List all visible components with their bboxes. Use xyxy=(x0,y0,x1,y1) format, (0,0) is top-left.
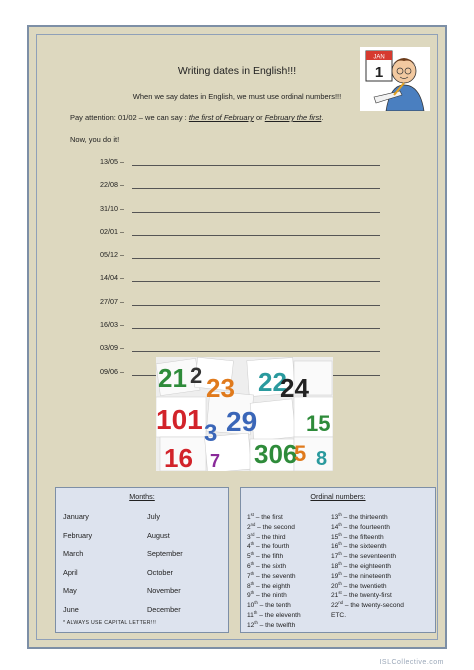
ordinal-item: 13th – the thirteenth xyxy=(331,512,388,521)
date-label: 22/08 – xyxy=(100,180,124,190)
ordinal-numbers-title: Ordinal numbers: xyxy=(310,492,366,501)
date-label: 31/10 – xyxy=(100,203,124,213)
months-column-2 xyxy=(147,512,183,624)
ordinal-item: 8th – the eighth xyxy=(247,580,291,590)
answer-line[interactable] xyxy=(132,180,380,189)
calendar-number: 306 xyxy=(254,439,298,469)
ordinal-numbers-box xyxy=(240,487,436,633)
answer-line[interactable] xyxy=(132,250,380,259)
calendar-number: 16 xyxy=(164,443,193,471)
month-item: July xyxy=(147,512,160,521)
attention-prefix: Pay attention: 01/02 – we can say : xyxy=(70,113,189,122)
month-item: December xyxy=(147,604,181,614)
attention-text xyxy=(70,113,323,122)
ordinal-item: 12th – the twelfth xyxy=(247,619,296,629)
ordinal-item: 17th – the seventeenth xyxy=(331,551,397,561)
ordinal-column-1 xyxy=(247,512,301,630)
ordinal-item: 22nd – the twenty-second xyxy=(331,600,404,610)
month-item: February xyxy=(63,530,93,540)
months-box xyxy=(55,487,229,633)
date-row xyxy=(100,297,380,320)
ordinal-item: ETC. xyxy=(331,611,347,619)
calendar-pages-photo xyxy=(156,357,333,471)
date-label: 14/04 – xyxy=(100,273,124,283)
ordinal-column-2 xyxy=(331,512,404,620)
ordinal-item: 20th – the twentieth xyxy=(331,580,387,590)
date-label: 27/07 – xyxy=(100,296,124,306)
date-label: 16/03 – xyxy=(100,320,124,330)
month-item: November xyxy=(147,586,181,596)
calendar-month-text: JAN xyxy=(373,54,385,61)
answer-line[interactable] xyxy=(132,157,380,166)
month-item: April xyxy=(63,567,78,577)
attention-suffix: . xyxy=(321,113,324,122)
month-item: June xyxy=(63,604,79,614)
month-item: September xyxy=(147,549,183,559)
date-exercise-list xyxy=(100,157,380,390)
capital-letter-note: * ALWAYS USE CAPITAL LETTER!!! xyxy=(63,620,157,626)
date-row xyxy=(100,180,380,203)
ordinal-item: 2nd – the second xyxy=(247,521,295,531)
date-row xyxy=(100,273,380,296)
months-column-1 xyxy=(63,512,92,624)
ordinal-item: 16th – the sixteenth xyxy=(331,541,387,551)
ordinal-item: 10th – the tenth xyxy=(247,600,291,610)
date-row xyxy=(100,204,380,227)
answer-line[interactable] xyxy=(132,204,380,213)
calendar-number: 8 xyxy=(316,448,328,470)
answer-line[interactable] xyxy=(132,273,380,282)
calendar-number: 29 xyxy=(226,406,258,437)
teacher-face-icon xyxy=(392,59,416,83)
calendar-number: 7 xyxy=(210,451,221,471)
date-row xyxy=(100,157,380,180)
ordinal-item: 21st – the twenty-first xyxy=(331,590,392,600)
calendar-number: 2 xyxy=(190,363,203,388)
watermark: ISLCollective.com xyxy=(379,659,444,666)
calendar-number: 22 xyxy=(258,367,287,397)
ordinal-item: 19th – the nineteenth xyxy=(331,570,391,580)
date-label: 09/06 – xyxy=(100,366,124,376)
date-label: 03/09 – xyxy=(100,343,124,353)
months-title: Months: xyxy=(129,492,155,501)
calendar-number: 3 xyxy=(204,420,218,447)
date-label: 02/01 – xyxy=(100,226,124,236)
month-item: January xyxy=(63,512,89,521)
ordinal-item: 9th – the ninth xyxy=(247,590,287,600)
worksheet-frame xyxy=(27,25,447,649)
attention-or: or xyxy=(253,113,265,122)
date-row xyxy=(100,320,380,343)
calendar-number: 21 xyxy=(158,363,187,393)
month-item: March xyxy=(63,549,84,559)
ordinal-item: 11th – the eleventh xyxy=(247,609,301,619)
calendar-number: 101 xyxy=(156,404,203,435)
answer-line[interactable] xyxy=(132,227,380,236)
answer-line[interactable] xyxy=(132,343,380,352)
ordinal-item: 6th – the sixth xyxy=(247,560,287,570)
attention-example-1: the first of February xyxy=(188,113,254,122)
page-title: Writing dates in English!!! xyxy=(177,65,297,77)
attention-example-2: February the first xyxy=(264,113,322,122)
date-label: 05/12 – xyxy=(100,250,124,260)
worksheet-inner-border xyxy=(36,34,438,640)
ordinal-item: 4th – the fourth xyxy=(247,541,290,551)
ordinal-item: 14th – the fourteenth xyxy=(331,521,390,531)
calendar-number: 5 xyxy=(294,441,307,466)
month-item: May xyxy=(63,586,77,596)
calendar-number: 15 xyxy=(306,411,331,436)
ordinal-item: 5th – the fifth xyxy=(247,551,284,561)
month-item: October xyxy=(147,567,173,577)
teacher-calendar-illustration xyxy=(360,47,430,111)
calendar-number: 23 xyxy=(206,373,235,403)
date-label: 13/05 – xyxy=(100,157,124,166)
ordinal-item: 7th – the seventh xyxy=(247,570,296,580)
ordinal-item: 1st – the first xyxy=(247,512,283,521)
ordinal-item: 15th – the fifteenth xyxy=(331,531,384,541)
answer-line[interactable] xyxy=(132,297,380,306)
ordinal-item: 18th – the eighteenth xyxy=(331,560,391,570)
ordinal-item: 3rd – the third xyxy=(247,531,286,541)
month-item: August xyxy=(147,530,170,540)
calendar-number: 24 xyxy=(280,373,309,403)
answer-line[interactable] xyxy=(132,320,380,329)
intro-text: When we say dates in English, we must use ordinal numbers!!! xyxy=(132,92,342,101)
instruction-text: Now, you do it! xyxy=(70,135,120,144)
calendar-day-text: 1 xyxy=(374,64,384,81)
date-row xyxy=(100,227,380,250)
date-row xyxy=(100,250,380,273)
